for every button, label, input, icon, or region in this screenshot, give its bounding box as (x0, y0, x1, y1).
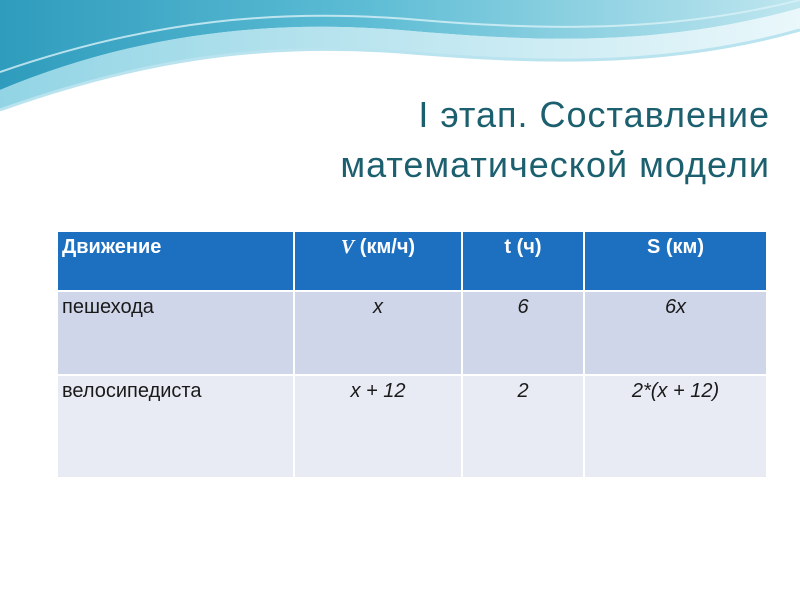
header-movement: Движение (57, 231, 294, 291)
table-header-row (57, 231, 767, 291)
speed-symbol: V (340, 236, 355, 258)
row-speed: x (294, 291, 462, 375)
header-distance: S (км) (584, 231, 767, 291)
row-distance: 2*(x + 12) (584, 375, 767, 478)
header-time: t (ч) (462, 231, 584, 291)
row-name: пешехода (57, 291, 294, 375)
table-row (57, 375, 767, 478)
header-speed (294, 231, 462, 291)
slide-title-line-2: математической модели (340, 144, 770, 185)
slide-title (150, 90, 770, 190)
row-name: велосипедиста (57, 375, 294, 478)
slide-title-line-1: I этап. Составление (418, 94, 770, 135)
table-row (57, 291, 767, 375)
row-time: 6 (462, 291, 584, 375)
motion-table (56, 230, 768, 479)
speed-unit: (км/ч) (354, 236, 416, 258)
row-time: 2 (462, 375, 584, 478)
row-distance: 6x (584, 291, 767, 375)
row-speed: x + 12 (294, 375, 462, 478)
